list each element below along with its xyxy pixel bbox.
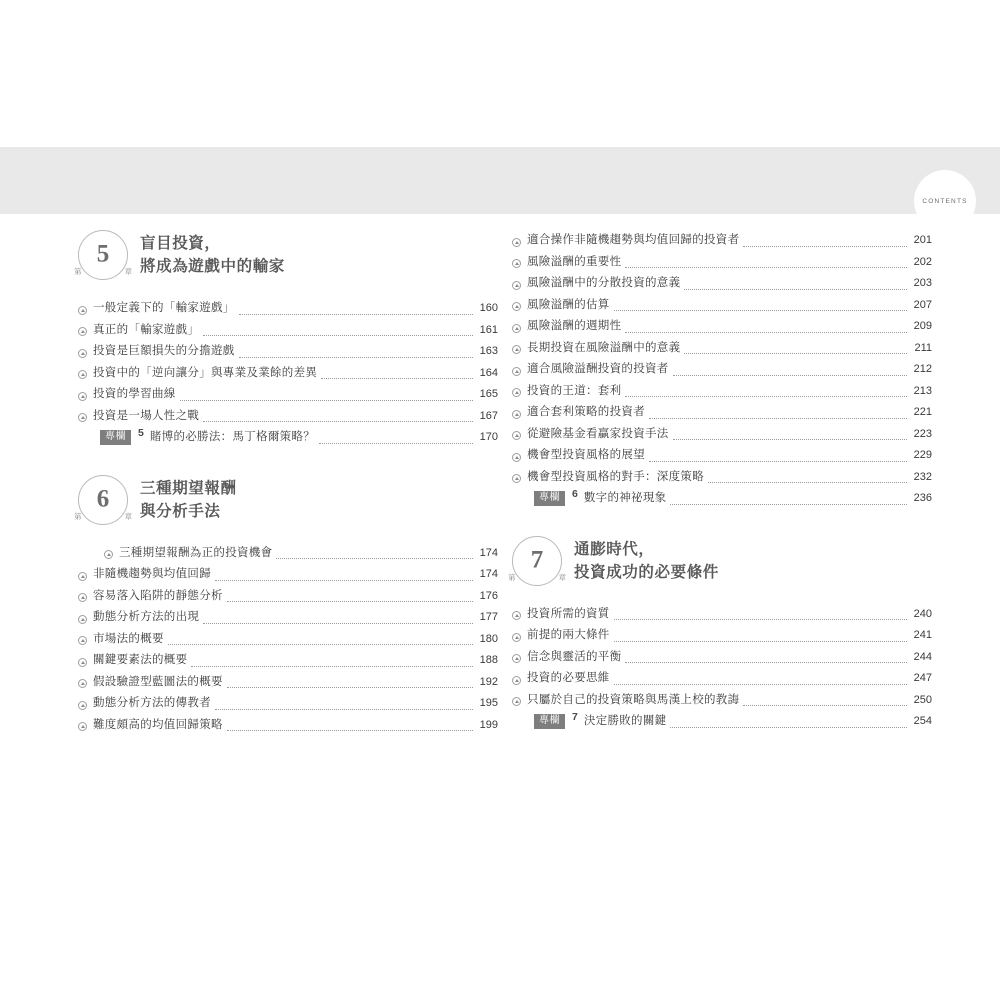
list-item[interactable] [512, 230, 932, 252]
leader-dots [227, 600, 473, 602]
triangle-bullet-icon [512, 453, 521, 462]
entry-title: 從避險基金看贏家投資手法 [527, 427, 669, 440]
leader-dots [321, 377, 473, 379]
leader-dots [673, 438, 907, 440]
triangle-bullet-icon [78, 636, 87, 645]
triangle-bullet-icon [78, 392, 87, 401]
triangle-bullet-icon [512, 324, 521, 333]
chapter-prefix-5: 第 [74, 267, 82, 276]
leader-dots [319, 442, 473, 444]
list-item[interactable] [78, 543, 498, 565]
chapter-badge-7 [508, 536, 566, 586]
triangle-bullet-icon [78, 413, 87, 422]
entry-page: 236 [913, 492, 932, 504]
chapter-title-7 [574, 538, 719, 585]
triangle-bullet-icon [512, 302, 521, 311]
entry-page: 164 [479, 366, 498, 379]
list-item[interactable] [78, 564, 498, 586]
entry-title: 市場法的概要 [93, 632, 164, 645]
list-item[interactable] [78, 320, 498, 342]
chapter-badge-5 [74, 230, 132, 280]
entry-title: 動態分析方法的出現 [93, 611, 200, 623]
leader-dots [227, 686, 473, 688]
triangle-bullet-icon [512, 633, 521, 642]
list-item[interactable] [512, 273, 932, 295]
chapter-6-entries [78, 543, 498, 737]
leader-dots [191, 665, 473, 667]
entry-page: 161 [479, 323, 498, 336]
triangle-bullet-icon [78, 327, 87, 336]
entry-title: 投資是巨額損失的分擔遊戲 [93, 345, 235, 357]
entry-page: 211 [914, 341, 932, 354]
leader-dots [743, 704, 907, 706]
chapter-title-6 [140, 477, 237, 524]
leader-dots [708, 481, 907, 483]
list-item[interactable] [512, 668, 932, 690]
entry-title: 適合套利策略的投資者 [527, 406, 645, 418]
entry-title: 投資的學習曲線 [93, 388, 176, 400]
chapter-title-6-line1: 三種期望報酬 [140, 479, 237, 497]
right-column [508, 230, 932, 759]
entry-page: 213 [913, 384, 932, 397]
triangle-bullet-icon [512, 611, 521, 620]
chapter-title-5-line2: 將成為遊戲中的輸家 [140, 258, 285, 276]
list-item[interactable] [512, 424, 932, 446]
entry-page: 201 [913, 234, 932, 246]
entry-title: 賭博的必勝法：馬丁格爾策略？ [149, 431, 316, 443]
leader-dots [203, 622, 473, 624]
entry-title: 機會型投資風格的對手：深度策略 [527, 470, 704, 483]
entry-page: 165 [479, 388, 498, 400]
entry-title: 投資所需的資質 [527, 607, 610, 620]
entry-title: 風險溢酬的重要性 [527, 255, 622, 268]
triangle-bullet-icon [78, 349, 87, 358]
chapter-title-5-line1: 盲目投資， [140, 235, 221, 252]
chapter-title-5 [140, 232, 285, 279]
leader-dots [180, 399, 473, 401]
list-item[interactable] [78, 672, 498, 694]
entry-page: 223 [913, 427, 932, 440]
chapter-suffix-5: 章 [124, 267, 132, 276]
entry-page: 244 [913, 650, 932, 663]
leader-dots [203, 334, 473, 336]
triangle-bullet-icon [512, 238, 521, 247]
entry-page: 240 [913, 607, 932, 620]
leader-dots [743, 245, 907, 247]
entry-page: 199 [479, 718, 498, 731]
list-item[interactable] [78, 693, 498, 715]
list-item[interactable] [78, 586, 498, 608]
entry-title: 機會型投資風格的展望 [527, 449, 645, 461]
entry-page: 221 [913, 406, 932, 418]
list-item[interactable] [78, 363, 498, 385]
entry-title: 信念與靈活的平衡 [527, 650, 622, 663]
entry-page: 250 [913, 693, 932, 706]
leader-dots [684, 352, 907, 354]
entry-page: 209 [913, 320, 932, 332]
entry-page: 170 [479, 431, 498, 443]
leader-dots [215, 708, 473, 710]
triangle-bullet-icon [512, 259, 521, 268]
leader-dots [227, 729, 473, 731]
chapter-number-5: 5 [96, 240, 110, 268]
column-tag-number: 5 [138, 427, 144, 439]
triangle-bullet-icon [78, 370, 87, 379]
chapter-title-6-line2: 與分析手法 [140, 502, 221, 520]
list-item[interactable] [512, 295, 932, 317]
entry-page: 192 [479, 675, 498, 688]
chapter-heading-6 [74, 475, 498, 537]
column-tag: 專欄 [100, 430, 131, 445]
triangle-bullet-icon [512, 676, 521, 685]
triangle-bullet-icon [78, 615, 87, 624]
entry-title: 數字的神祕現象 [583, 492, 667, 504]
chapter-heading-5 [74, 230, 498, 292]
entry-title: 決定勝敗的關鍵 [583, 715, 667, 727]
triangle-bullet-icon [104, 550, 113, 559]
triangle-bullet-icon [78, 306, 87, 315]
entry-page: 195 [479, 697, 498, 709]
chapter-suffix-7: 章 [558, 572, 566, 582]
entry-title: 容易落入陷阱的靜態分析 [93, 589, 223, 602]
entry-title: 關鍵要素法的概要 [93, 654, 188, 666]
chapter-prefix-7: 第 [508, 572, 516, 582]
list-item[interactable] [512, 445, 932, 467]
leader-dots [614, 640, 907, 642]
entry-title: 真正的「輸家遊戲」 [93, 323, 200, 336]
entry-title: 投資是一場人性之戰 [93, 409, 200, 422]
leader-dots [614, 309, 907, 311]
leader-dots [673, 374, 907, 376]
entry-title: 長期投資在風險溢酬中的意義 [527, 341, 681, 354]
entry-page: 163 [479, 345, 498, 357]
chapter-number-6: 6 [96, 484, 110, 512]
list-item-column[interactable] [512, 488, 932, 510]
leader-dots [614, 683, 907, 685]
contents-label: CONTENTS [922, 197, 968, 205]
chapter-badge-6 [74, 475, 132, 525]
entry-page: 176 [479, 589, 498, 602]
entry-title: 難度頗高的均值回歸策略 [93, 718, 223, 731]
chapter-5-entries [78, 298, 498, 449]
column-tag: 專欄 [534, 491, 565, 506]
list-item[interactable] [512, 625, 932, 647]
list-item[interactable] [78, 629, 498, 651]
triangle-bullet-icon [512, 367, 521, 376]
triangle-bullet-icon [512, 431, 521, 440]
entry-title: 前提的兩大條件 [527, 629, 610, 641]
list-item[interactable] [78, 298, 498, 320]
entry-title: 風險溢酬的估算 [527, 298, 610, 311]
entry-page: 160 [479, 302, 498, 314]
triangle-bullet-icon [78, 593, 87, 602]
entry-page: 229 [913, 449, 932, 461]
entry-page: 203 [913, 277, 932, 289]
chapter-7-entries [512, 604, 932, 733]
triangle-bullet-icon [512, 281, 521, 290]
entry-title: 投資的王道：套利 [527, 384, 622, 397]
contents-badge [914, 170, 976, 232]
list-item-column[interactable] [78, 427, 498, 449]
entry-title: 非隨機趨勢與均值回歸 [93, 568, 211, 580]
leader-dots [649, 460, 907, 462]
entry-page: 241 [913, 629, 932, 641]
leader-dots [614, 618, 907, 620]
entry-title: 只屬於自己的投資策略與馬漢上校的教誨 [527, 693, 740, 706]
chapter-heading-7 [508, 536, 932, 598]
leader-dots [276, 557, 473, 559]
triangle-bullet-icon [512, 474, 521, 483]
chapter-suffix-6: 章 [124, 511, 132, 521]
list-item[interactable] [78, 650, 498, 672]
entry-page: 247 [913, 672, 932, 684]
entry-title: 三種期望報酬為正的投資機會 [119, 546, 273, 559]
header-band [0, 147, 1000, 214]
triangle-bullet-icon [512, 345, 521, 354]
chapter-6-continued-entries [512, 230, 932, 510]
entry-page: 174 [479, 568, 498, 580]
triangle-bullet-icon [78, 679, 87, 688]
triangle-bullet-icon [78, 722, 87, 731]
list-item[interactable] [512, 402, 932, 424]
entry-title: 適合操作非隨機趨勢與均值回歸的投資者 [527, 234, 740, 246]
leader-dots [670, 726, 907, 728]
entry-title: 適合風險溢酬投資的投資者 [527, 363, 669, 375]
triangle-bullet-icon [512, 410, 521, 419]
entry-page: 180 [479, 632, 498, 645]
list-item[interactable] [78, 384, 498, 406]
entry-title: 投資中的「逆向讓分」與專業及業餘的差異 [93, 366, 318, 379]
entry-page: 188 [479, 654, 498, 666]
list-item[interactable] [512, 604, 932, 626]
leader-dots [215, 579, 473, 581]
column-tag-number: 7 [572, 711, 578, 723]
entry-page: 202 [913, 255, 932, 268]
entry-page: 177 [479, 611, 498, 623]
entry-page: 174 [479, 546, 498, 559]
list-item-column[interactable] [512, 711, 932, 733]
entry-page: 254 [913, 715, 932, 727]
list-item[interactable] [78, 607, 498, 629]
leader-dots [649, 417, 907, 419]
left-column [74, 230, 498, 762]
triangle-bullet-icon [512, 388, 521, 397]
leader-dots [239, 313, 473, 315]
column-tag-number: 6 [572, 488, 578, 500]
triangle-bullet-icon [78, 572, 87, 581]
leader-dots [684, 288, 907, 290]
triangle-bullet-icon [78, 658, 87, 667]
list-item[interactable] [512, 316, 932, 338]
leader-dots [625, 661, 907, 663]
leader-dots [168, 643, 473, 645]
entry-title: 投資的必要思維 [527, 672, 610, 684]
entry-page: 212 [913, 363, 932, 375]
entry-page: 232 [913, 470, 932, 483]
list-item[interactable] [512, 381, 932, 403]
leader-dots [625, 331, 907, 333]
chapter-prefix-6: 第 [74, 511, 82, 521]
leader-dots [203, 420, 473, 422]
column-tag: 專欄 [534, 714, 565, 729]
entry-title: 風險溢酬中的分散投資的意義 [527, 277, 681, 289]
list-item[interactable] [512, 338, 932, 360]
list-item[interactable] [512, 647, 932, 669]
list-item[interactable] [512, 359, 932, 381]
list-item[interactable] [78, 341, 498, 363]
entry-title: 假設驗證型藍圖法的概要 [93, 675, 223, 688]
leader-dots [239, 356, 473, 358]
entry-title: 動態分析方法的傳教者 [93, 697, 211, 709]
leader-dots [625, 266, 907, 268]
entry-title: 一般定義下的「輸家遊戲」 [93, 302, 235, 314]
chapter-title-7-line1: 通膨時代， [574, 540, 655, 558]
triangle-bullet-icon [512, 697, 521, 706]
chapter-number-7: 7 [530, 545, 544, 573]
entry-page: 167 [479, 409, 498, 422]
triangle-bullet-icon [512, 654, 521, 663]
list-item[interactable] [78, 715, 498, 737]
leader-dots [625, 395, 907, 397]
chapter-title-7-line2: 投資成功的必要條件 [574, 563, 719, 581]
leader-dots [670, 503, 907, 505]
triangle-bullet-icon [78, 701, 87, 710]
entry-page: 207 [913, 298, 932, 311]
entry-title: 風險溢酬的週期性 [527, 320, 622, 332]
list-item[interactable] [512, 252, 932, 274]
